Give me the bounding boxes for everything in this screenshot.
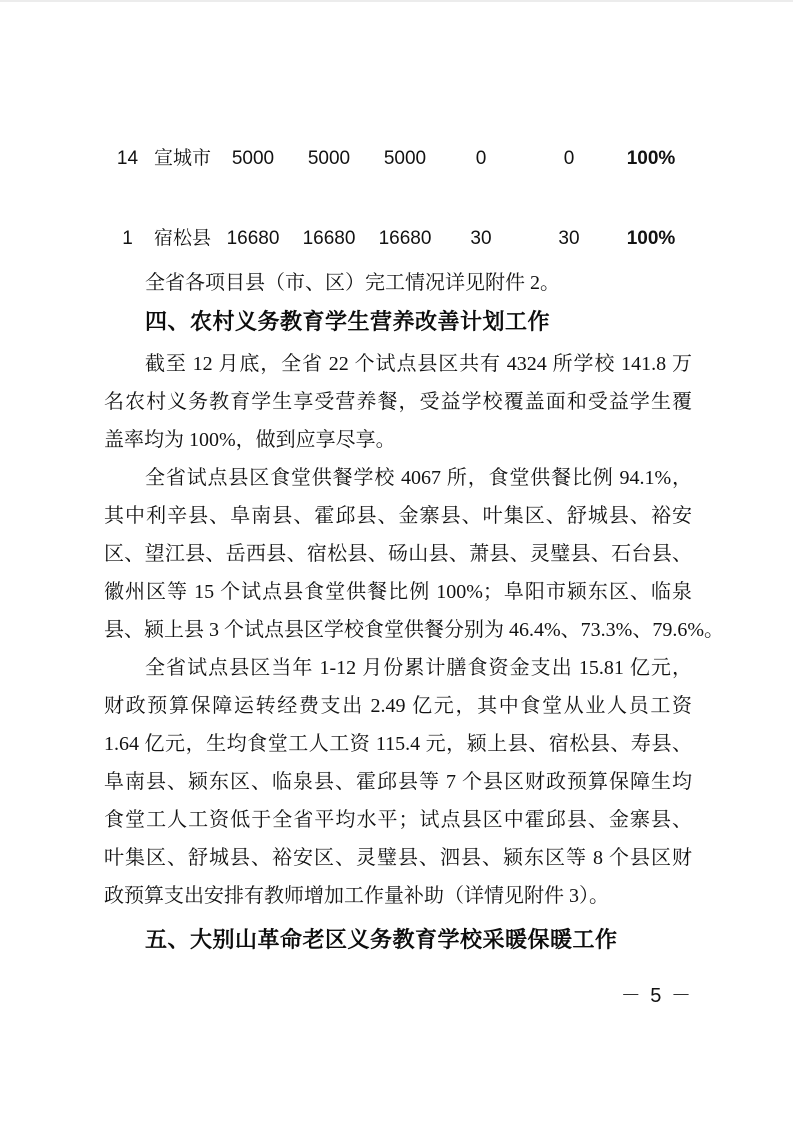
table-cell-value: 16680 xyxy=(378,228,432,249)
scan-edge-line xyxy=(0,0,793,2)
paragraph-line: 截至 12 月底，全省 22 个试点县区共有 4324 所学校 141.8 万 xyxy=(145,353,692,375)
table-cell-serial: 1 xyxy=(122,228,133,249)
paragraph-line: 盖率均为 100%，做到应享尽享。 xyxy=(104,429,396,451)
table-cell-value: 5000 xyxy=(383,148,427,169)
table-cell-value: 16680 xyxy=(226,228,280,249)
paragraph-line: 1.64 亿元，生均食堂工人工资 115.4 元，颍上县、宿松县、寿县、 xyxy=(104,733,692,755)
paragraph-line: 其中利辛县、阜南县、霍邱县、金寨县、叶集区、舒城县、裕安 xyxy=(104,505,692,527)
paragraph-line: 县、颍上县 3 个试点县区学校食堂供餐分别为 46.4%、73.3%、79.6%。 xyxy=(104,619,724,641)
table-cell-value: 30 xyxy=(558,228,580,249)
attachment-note: 全省各项目县（市、区）完工情况详见附件 2。 xyxy=(145,272,560,294)
table-cell-value: 5000 xyxy=(307,148,351,169)
table-cell-value: 0 xyxy=(475,148,487,169)
table-cell-percent: 100% xyxy=(626,148,676,169)
paragraph-line: 名农村义务教育学生享受营养餐，受益学校覆盖面和受益学生覆 xyxy=(104,391,692,413)
page-number: － 5 － xyxy=(620,985,693,1007)
paragraph-line: 徽州区等 15 个试点县食堂供餐比例 100%；阜阳市颍东区、临泉 xyxy=(104,581,692,603)
table-cell-serial: 14 xyxy=(116,148,139,169)
paragraph-line: 全省试点县区食堂供餐学校 4067 所，食堂供餐比例 94.1%， xyxy=(145,467,692,489)
table-cell-value: 30 xyxy=(470,228,492,249)
paragraph-line: 食堂工人工资低于全省平均水平；试点县区中霍邱县、金寨县、 xyxy=(104,809,692,831)
paragraph-line: 阜南县、颍东区、临泉县、霍邱县等 7 个县区财政预算保障生均 xyxy=(104,771,692,793)
paragraph-line: 财政预算保障运转经费支出 2.49 亿元，其中食堂从业人员工资 xyxy=(104,695,692,717)
paragraph-line: 叶集区、舒城县、裕安区、灵璧县、泗县、颍东区等 8 个县区财 xyxy=(104,847,692,869)
table-row xyxy=(0,146,793,172)
section-heading-5: 五、大别山革命老区义务教育学校采暖保暖工作 xyxy=(145,927,618,952)
paragraph-line: 全省试点县区当年 1-12 月份累计膳食资金支出 15.81 亿元， xyxy=(145,657,692,679)
table-cell-county: 宿松县 xyxy=(153,228,211,249)
paragraph-line: 政预算支出安排有教师增加工作量补助（详情见附件 3）。 xyxy=(104,885,609,907)
table-cell-county: 宣城市 xyxy=(153,148,211,169)
table-cell-value: 16680 xyxy=(302,228,356,249)
section-heading-4: 四、农村义务教育学生营养改善计划工作 xyxy=(145,309,551,334)
table-cell-value: 0 xyxy=(563,148,575,169)
table-row xyxy=(0,226,793,252)
table-cell-percent: 100% xyxy=(626,228,676,249)
paragraph-line: 区、望江县、岳西县、宿松县、砀山县、萧县、灵璧县、石台县、 xyxy=(104,543,692,565)
table-cell-value: 5000 xyxy=(231,148,275,169)
